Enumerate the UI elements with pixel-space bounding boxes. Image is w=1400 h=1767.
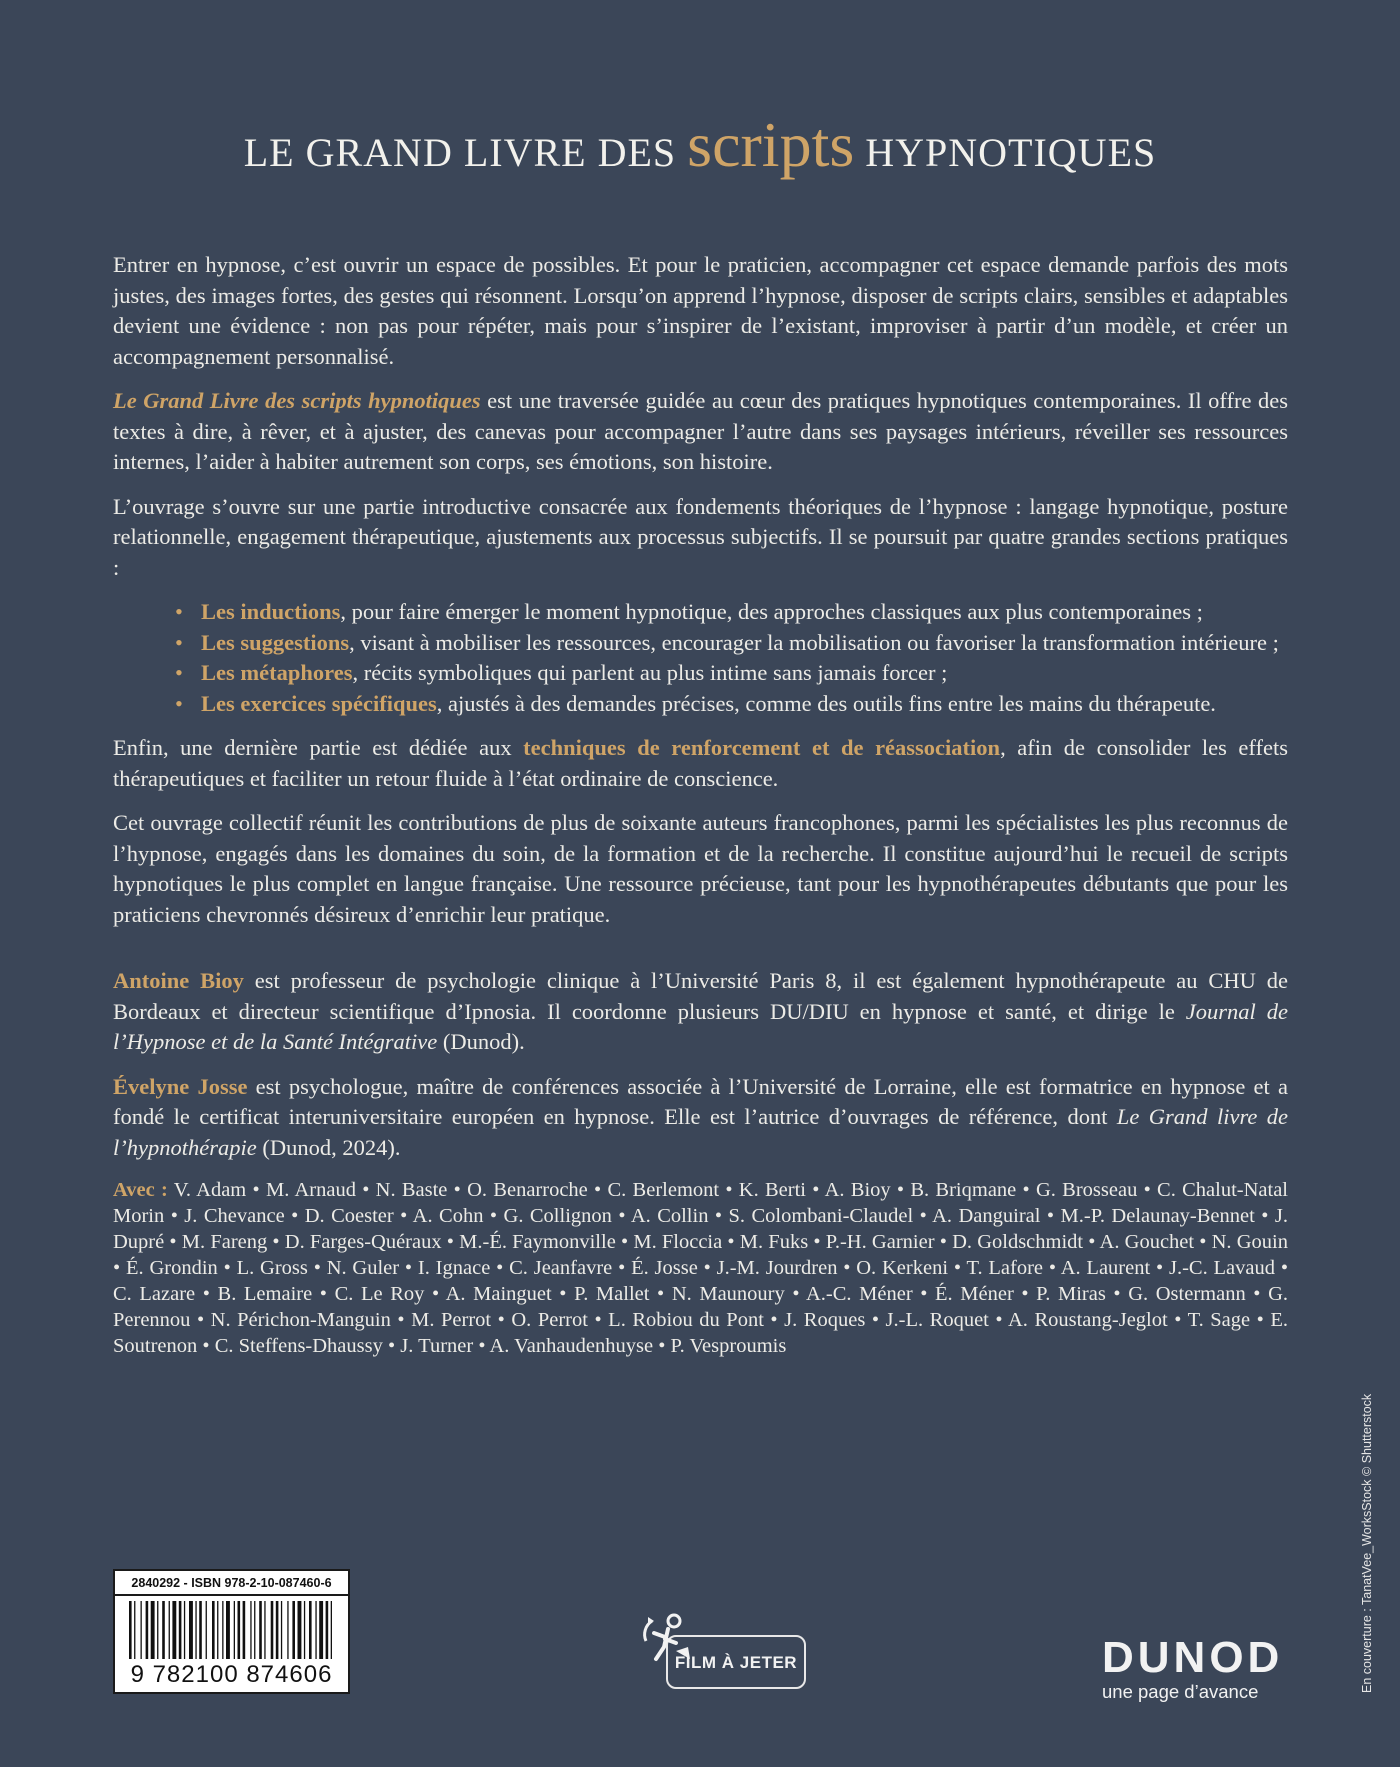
- section-term: Les suggestions: [201, 629, 350, 655]
- book-title-inline: Le Grand Livre des scripts hypnotiques: [113, 388, 481, 413]
- reference-book-title: Le Grand livre de l’hypnothérapie: [113, 1104, 1289, 1160]
- section-term: Les exercices spécifiques: [201, 690, 437, 716]
- section-text: , visant à mobiliser les ressources, encourager la mobilisation ou favoriser la transformation intérieure ;: [349, 629, 1279, 655]
- final-part-after: , afin de consolider les effets thérapeutiques et faciliter un retour fluide à l’état ordinaire de conscience.: [113, 735, 1288, 791]
- title-after: HYPNOTIQUES: [854, 130, 1157, 175]
- final-part-before: Enfin, une dernière partie est dédiée aux: [113, 735, 524, 760]
- author-bio-josse: [113, 1072, 1288, 1164]
- barcode-icon: [127, 1601, 336, 1663]
- film-label: FILM À JETER: [674, 1653, 798, 1672]
- section-term: Les métaphores: [201, 660, 353, 685]
- back-cover-text: [113, 250, 1288, 1373]
- book-title: [0, 108, 1400, 182]
- list-item: [201, 689, 1288, 720]
- section-text: , pour faire émerger le moment hypnotique, des approches classiques aux plus contemporaines ;: [340, 599, 1203, 624]
- title-before: LE GRAND LIVRE DES: [243, 130, 688, 175]
- collective-paragraph: Cet ouvrage collectif réunit les contributions de plus de soixante auteurs francophones, parmi les spécialistes les plus reconnus de l’hypnose, engagés dans les domaines du soin, de la formation et de la recherche. Il constitue aujourd’hui le recueil de scripts hypnotiques le plus complet en langue française. Une ressource précieuse, tant pour les hypnothérapeutes débutants que pour les praticiens chevronnés désireux d’enrichir leur pratique.: [113, 810, 1288, 927]
- author-text: est professeur de psychologie clinique à l’Université Paris 8, il est également hypnothérapeute au CHU de Bordeaux et directeur scientifique d’Ipnosia. Il coordonne plusieurs DU/DIU en hypnose et santé, et dirige le: [113, 968, 1288, 1024]
- final-part-highlight: techniques de renforcement et de réassociation: [523, 735, 1001, 760]
- section-term: Les inductions: [201, 599, 341, 624]
- publisher-tagline: une page d’avance: [1102, 1681, 1259, 1702]
- final-part-paragraph: [113, 733, 1288, 794]
- author-bio-bioy: [113, 966, 1288, 1058]
- intro-paragraph: Entrer en hypnose, c’est ouvrir un espace de possibles. Et pour le praticien, accompagner cet espace demande parfois des mots justes, des images fortes, des gestes qui résonnent. Lorsqu’on apprend l’hypnose, disposer de scripts clairs, sensibles et adaptables devient une évidence : non pas pour répéter, mais pour s’inspirer de l’existant, improviser à partir d’un modèle, et créer un accompagnement personnalisé.: [113, 252, 1288, 369]
- author-name: Antoine Bioy: [113, 968, 244, 993]
- author-text-end: (Dunod, 2024).: [256, 1134, 401, 1160]
- isbn-number: 2840292 - ISBN 978-2-10-087460-6: [115, 1571, 348, 1596]
- summary-paragraph: [113, 386, 1288, 478]
- contributors-names: V. Adam • M. Arnaud • N. Baste • O. Benarroche • C. Berlemont • K. Berti • A. Bioy • B. Briqmane • G. Brosseau • C. Chalut-Natal Morin • J. Chevance • D. Coester • A. Cohn • G. Collignon • A. Collin • S. Colombani-Claudel • A. Danguiral • M.-P. Delaunay-Bennet • J. Dupré • M. Fareng • D. Farges-Quéraux • M.-É. Faymonville • M. Floccia • M. Fuks • P.-H. Garnier • D. Goldschmidt • A. Gouchet • N. Gouin • É. Grondin • L. Gross • N. Guler • I. Ignace • C. Jeanfavre • É. Josse • J.-M. Jourdren • O. Kerkeni • T. Lafore • A. Laurent • J.-C. Lavaud • C. Lazare • B. Lemaire • C. Le Roy • A. Mainguet • P. Mallet • N. Maunoury • A.-C. Méner • É. Méner • P. Miras • G. Ostermann • G. Perennou • N. Périchon-Manguin • M. Perrot • O. Perrot • L. Robiou du Pont • J. Roques • J.-L. Roquet • A. Roustang-Jeglot • T. Sage • E. Soutrenon • C. Steffens-Dhaussy • J. Turner • A. Vanhaudenhuyse • P. Vesproumis: [113, 1179, 1288, 1357]
- film-a-jeter-badge: [638, 1607, 810, 1693]
- publisher-name: DUNOD: [1102, 1633, 1284, 1682]
- summary-text: est une traversée guidée au cœur des pratiques hypnotiques contemporaines. Il offre des textes à dire, à rêver, et à ajuster, des canevas pour accompagner l’autre dans ses paysages intérieurs, réveiller ses ressources internes, l’aider à habiter autrement son corps, ses émotions, son histoire.: [113, 388, 1288, 474]
- author-text-end: (Dunod).: [437, 1029, 525, 1054]
- barcode-digits: 9 782100 874606: [130, 1661, 333, 1688]
- cover-credit: En couverture : TanatVee_WorksStock © Shutterstock: [1360, 1393, 1374, 1693]
- publisher-logo: [1102, 1633, 1302, 1702]
- author-name: Évelyne Josse: [113, 1073, 248, 1099]
- list-item: [201, 628, 1288, 659]
- isbn-barcode: [113, 1569, 350, 1694]
- title-highlight: scripts: [687, 109, 855, 180]
- contributors-label: Avec :: [113, 1179, 168, 1201]
- list-item: [201, 597, 1288, 628]
- sections-list: [113, 597, 1288, 719]
- list-item: [201, 658, 1288, 689]
- contributors-list: [113, 1177, 1288, 1359]
- author-text: est psychologue, maître de conférences associée à l’Université de Lorraine, elle est formatrice en hypnose et a fondé le certificat interuniversitaire européen en hypnose. Elle est l’autrice d’ouvrages de référence, dont: [113, 1073, 1288, 1129]
- journal-title: Journal de l’Hypnose et de la Santé Intégrative: [113, 998, 1289, 1054]
- structure-paragraph: L’ouvrage s’ouvre sur une partie introductive consacrée aux fondements théoriques de l’hypnose : langage hypnotique, posture relationnelle, engagement thérapeutique, ajustements aux processus subjectifs. Il se poursuit par quatre grandes sections pratiques :: [113, 493, 1288, 580]
- section-text: , ajustés à des demandes précises, comme des outils fins entre les mains du thérapeute.: [436, 690, 1216, 716]
- section-text: , récits symboliques qui parlent au plus intime sans jamais forcer ;: [352, 660, 948, 685]
